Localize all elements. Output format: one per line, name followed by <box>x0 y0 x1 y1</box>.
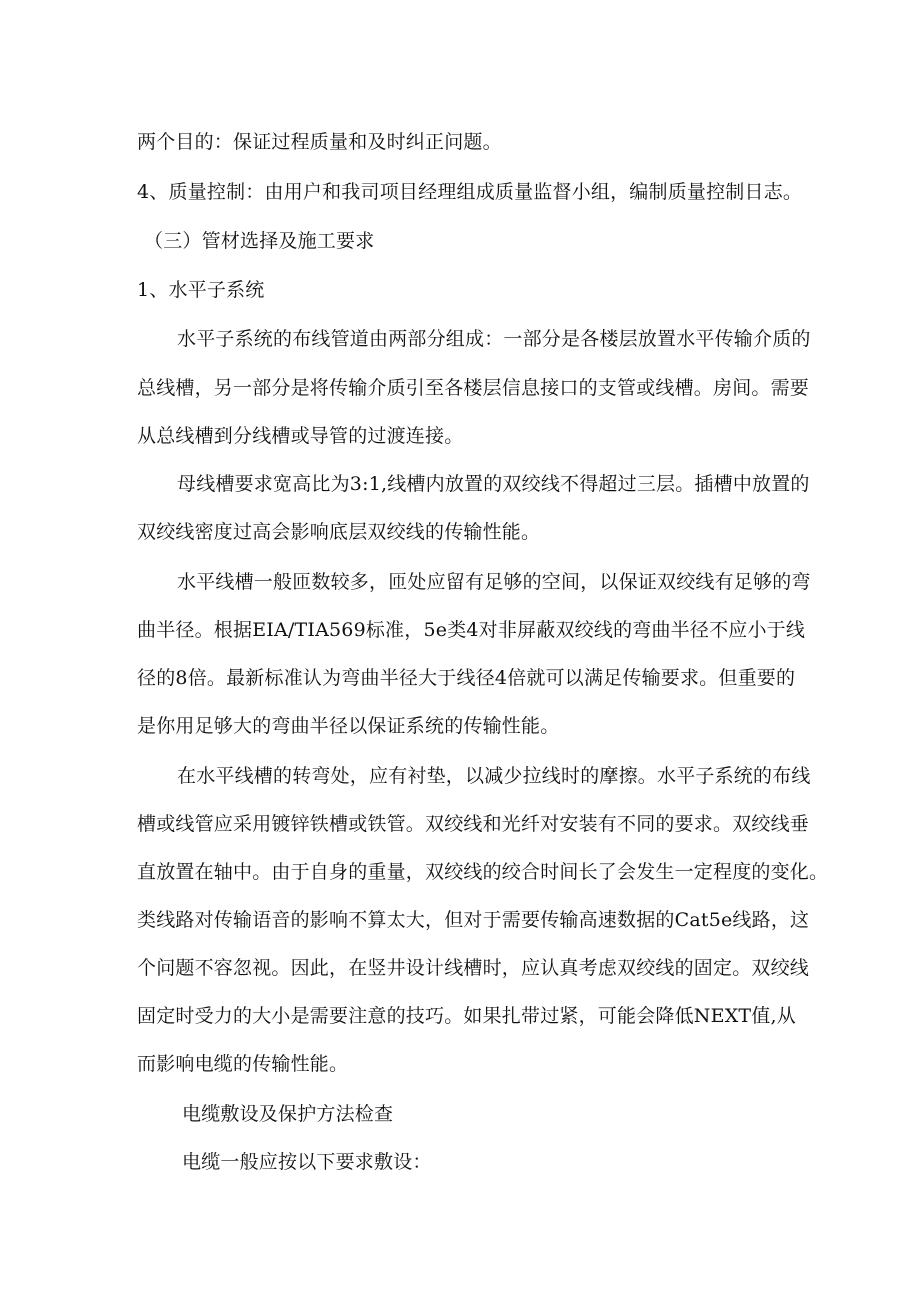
text-line: 母线槽要求宽高比为3:1,线槽内放置的双绞线不得超过三层。插槽中放置的 <box>177 473 810 495</box>
text-line: 类线路对传输语音的影响不算太大，但对于需要传输高速数据的Cat5e线路，这 <box>137 909 810 931</box>
text-line: 槽或线管应采用镀锌铁槽或铁管。双绞线和光纤对安装有不同的要求。双绞线垂 <box>137 813 810 835</box>
text-line: 电缆一般应按以下要求敷设： <box>182 1151 432 1173</box>
text-line: 4、质量控制：由用户和我司项目经理组成质量监督小组，编制质量控制日志。 <box>137 181 803 203</box>
text-line: 是你用足够大的弯曲半径以保证系统的传输性能。 <box>137 715 560 737</box>
text-line: 水平线槽一般匝数较多，匝处应留有足够的空间，以保证双绞线有足够的弯 <box>177 571 811 593</box>
text-line: 曲半径。根据EIA/TIA569标准，5e类4对非屏蔽双绞线的弯曲半径不应小于线 <box>137 619 806 641</box>
text-line: 个问题不容忽视。因此，在竖井设计线槽时，应认真考虑双绞线的固定。双绞线 <box>137 957 810 979</box>
text-line: 双绞线密度过高会影响底层双绞线的传输性能。 <box>137 521 541 543</box>
subsection-heading: 1、水平子系统 <box>137 279 265 301</box>
text-line: 在水平线槽的转弯处，应有衬垫，以减少拉线时的摩擦。水平子系统的布线 <box>177 765 811 787</box>
section-heading: （三）管材选择及施工要求 <box>144 230 375 252</box>
text-line: 水平子系统的布线管道由两部分组成：一部分是各楼层放置水平传输介质的 <box>177 328 811 350</box>
text-line: 电缆敷设及保护方法检查 <box>182 1103 394 1125</box>
text-line: 而影响电缆的传输性能。 <box>137 1053 349 1075</box>
text-line: 两个目的：保证过程质量和及时纠正问题。 <box>137 131 502 153</box>
text-line: 径的8倍。最新标准认为弯曲半径大于线径4倍就可以满足传输要求。但重要的 <box>137 667 796 689</box>
text-line: 固定时受力的大小是需要注意的技巧。如果扎带过紧，可能会降低NEXT值,从 <box>137 1005 796 1027</box>
text-line: 直放置在轴中。由于自身的重量，双绞线的绞合时间长了会发生一定程度的变化。 <box>137 861 829 883</box>
text-line: 从总线槽到分线槽或导管的过渡连接。 <box>137 425 464 447</box>
text-line: 总线槽，另一部分是将传输介质引至各楼层信息接口的支管或线槽。房间。需要 <box>137 377 810 399</box>
